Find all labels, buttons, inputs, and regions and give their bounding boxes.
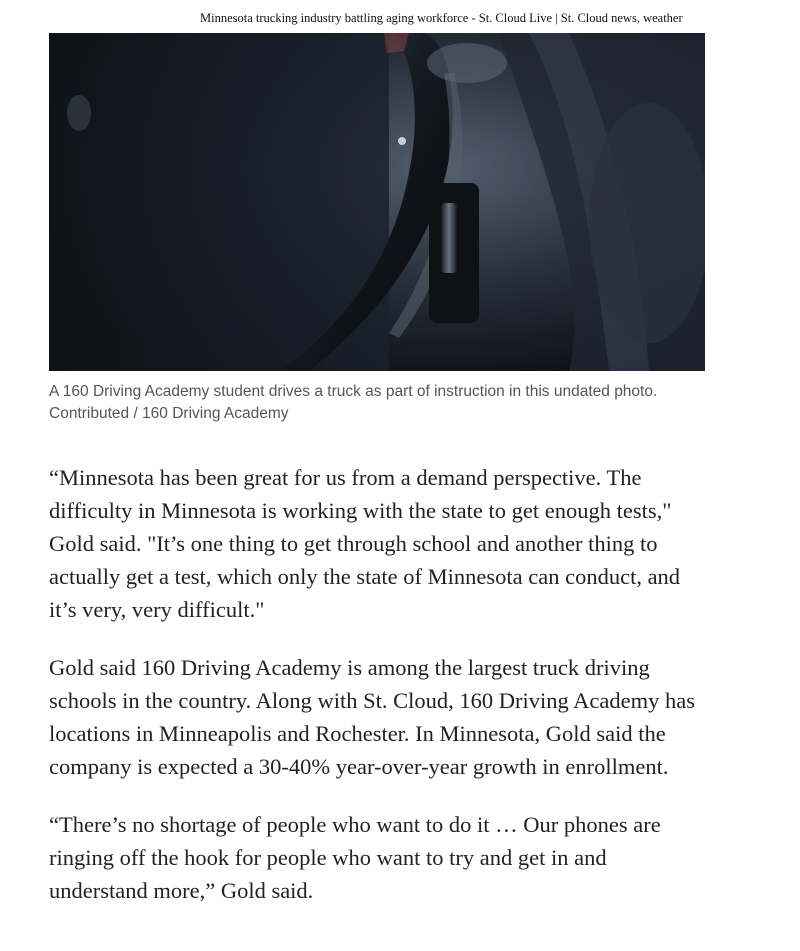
article-paragraph: “Minnesota has been great for us from a demand perspective. The difficulty in Minnesota is working with the state to get enough tests," Gold said. "It’s one thing to get through school and another thing to actually get a test, which only the state of Minnesota can conduct, and it’s very, very difficult."	[49, 465, 681, 622]
truck-interior-photo-icon	[49, 33, 705, 371]
article-photo	[49, 33, 705, 371]
article-paragraph: “There’s no shortage of people who want to do it … Our phones are ringing off the hook for people who want to try and get in and understand more,” Gold said.	[49, 812, 661, 903]
photo-caption: A 160 Driving Academy student drives a truck as part of instruction in this undated photo. Contributed / 160 Driving Academy	[49, 383, 658, 422]
article-body	[49, 461, 709, 932]
print-header-title: Minnesota trucking industry battling aging workforce - St. Cloud Live | St. Cloud news, weather	[200, 11, 683, 25]
article-paragraph: Gold said 160 Driving Academy is among the largest truck driving schools in the country. Along with St. Cloud, 160 Driving Academy has locations in Minneapolis and Rochester. In Minnesota, Gold said the company is expected a 30-40% year-over-year growth in enrollment.	[49, 655, 695, 779]
